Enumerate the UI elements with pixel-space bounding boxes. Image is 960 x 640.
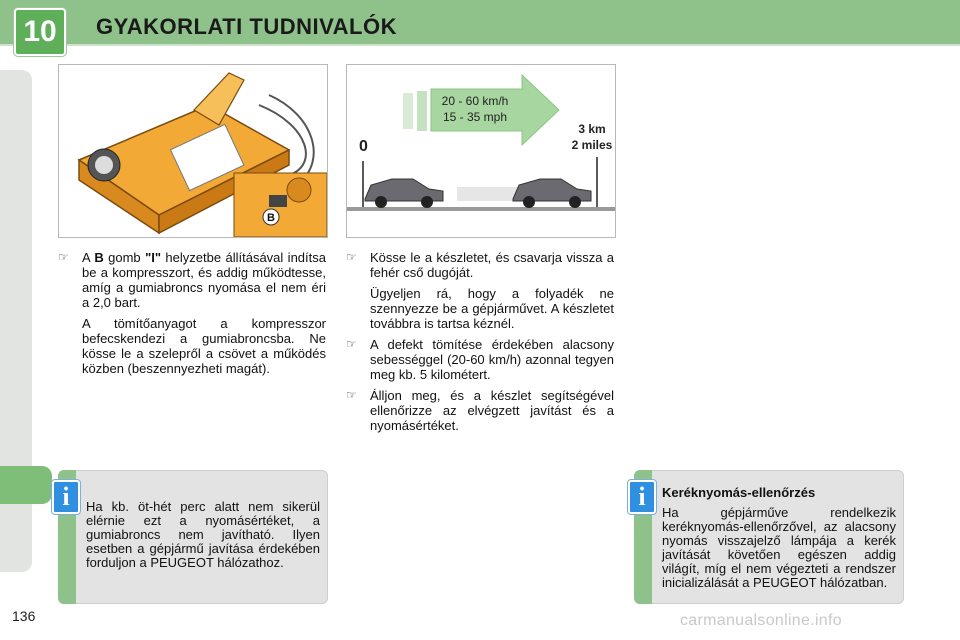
left-paragraph-2 xyxy=(58,316,326,376)
page-number: 136 xyxy=(12,608,36,624)
speed-distance-figure xyxy=(346,64,616,238)
right-bullet-3 xyxy=(346,388,614,433)
info-right-heading: Keréknyomás-ellenőrzés xyxy=(662,485,816,500)
info-right-content xyxy=(662,486,896,590)
button-b-ref: B xyxy=(94,250,104,265)
text-run: gomb xyxy=(103,250,146,265)
text-run: A xyxy=(82,250,95,265)
chapter-badge xyxy=(14,8,66,56)
info-right-text: Ha gépjárműve rendelkezik keréknyomás-ellenőrzővel, az alacsony nyomás visszajelző lámpája a kerék javítását követően egészen addig világít, míg el nem végezteti a rendszer inicializálását a PEUGEOT hálózatban. xyxy=(662,505,896,590)
text-run: helyzetbe állításával indítsa be a kompresszort, és addig működtesse, amíg a gumiabroncs nyomása el nem éri a 2,0 bart. xyxy=(82,250,326,310)
arrow-tail-bar-2 xyxy=(417,91,427,131)
info-box-left xyxy=(58,470,328,604)
start-distance-label: 0 xyxy=(359,138,368,155)
pointing-hand-icon: ☞ xyxy=(346,337,357,351)
right-bullet-1 xyxy=(346,250,614,280)
info-icon-glyph: i xyxy=(62,482,70,511)
header-divider xyxy=(0,44,960,46)
right-bullet-1-text: Kösse le a készletet, és csavarja vissza a fehér cső dugóját. xyxy=(370,250,614,280)
right-bullet-2-text: A defekt tömítése érdekében alacsony sebességgel (20-60 km/h) azonnal tegyen meg kb. 5 kilométert. xyxy=(370,337,614,382)
side-tab xyxy=(0,466,52,504)
footer-watermark: carmanualsonline.info xyxy=(680,612,842,629)
left-paragraph-2-text: A tömítőanyagot a kompresszor befecskendezi a gumiabroncsba. Ne kösse le a szelepről a csövet a működés közben (beszennyezheti magát). xyxy=(82,316,326,376)
right-paragraph-2 xyxy=(346,286,614,331)
right-text-column xyxy=(346,250,614,439)
left-bullet-1-text xyxy=(82,250,326,310)
right-bullet-3-text: Álljon meg, és a készlet segítségével ellenőrizze az elvégzett javítást és a nyomásértéket. xyxy=(370,388,614,433)
chapter-number: 10 xyxy=(23,15,57,48)
position-i-ref: "I" xyxy=(145,250,162,265)
pointing-hand-icon: ☞ xyxy=(346,388,357,402)
pointing-hand-icon: ☞ xyxy=(58,250,69,264)
left-text-column xyxy=(58,250,326,382)
info-icon xyxy=(52,480,80,514)
right-bullet-2 xyxy=(346,337,614,382)
gauge-face xyxy=(95,156,113,174)
page-title: GYAKORLATI TUDNIVALÓK xyxy=(96,14,397,39)
info-icon-glyph: i xyxy=(638,482,646,511)
pointing-hand-icon: ☞ xyxy=(346,250,357,264)
compressor-kit-figure xyxy=(58,64,328,238)
right-paragraph-2-text: Ügyeljen rá, hogy a folyadék ne szennyezze be a gépjárművet. A készletet továbbra is tartsa kéznél. xyxy=(370,286,614,331)
arrow-tail-bar-1 xyxy=(403,93,413,129)
motion-blur xyxy=(457,187,517,201)
info-left-text: Ha kb. öt-hét perc alatt nem sikerül elérnie ezt a nyomásértéket, a gumiabroncs nem javítható. Ilyen esetben a gépjármű javítása érdekében forduljon a PEUGEOT hálózathoz. xyxy=(86,499,320,570)
speed-distance-illustration xyxy=(347,65,615,237)
speed-mph-label: 15 - 35 mph xyxy=(442,110,508,124)
compressor-kit-illustration xyxy=(59,65,327,237)
callout-b-label: B xyxy=(267,212,275,224)
info-icon xyxy=(628,480,656,514)
info-box-right xyxy=(634,470,904,604)
distance-km-label: 3 km xyxy=(578,122,606,136)
distance-miles-label: 2 miles xyxy=(571,138,613,152)
button-b-shape xyxy=(269,195,287,207)
speed-kmh-label: 20 - 60 km/h xyxy=(441,94,509,108)
left-bullet-1 xyxy=(58,250,326,310)
detail-knob xyxy=(287,178,311,202)
